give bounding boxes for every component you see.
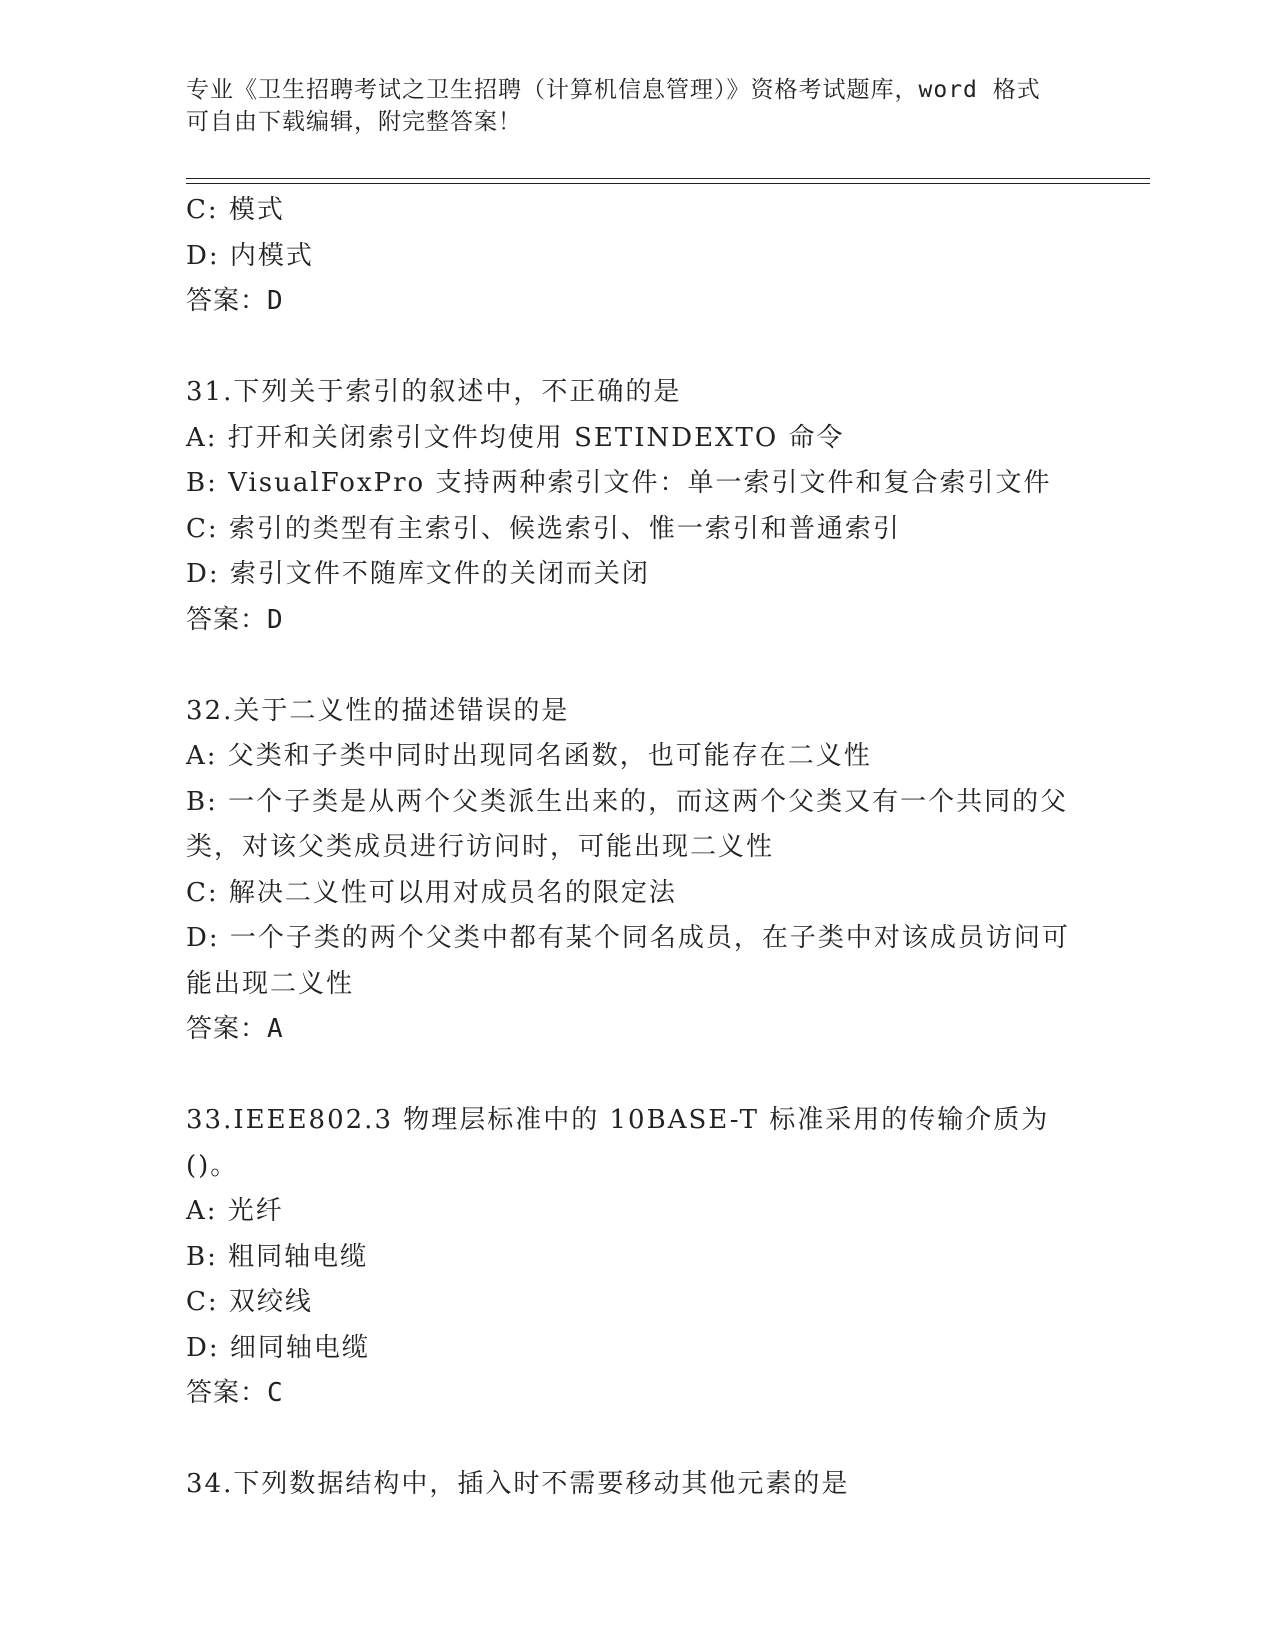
- answer: 答案：D: [186, 604, 284, 635]
- option-d: D: 内模式: [186, 240, 314, 271]
- answer: 答案：D: [186, 286, 284, 316]
- option-b: B: VisualFoxPro 支持两种索引文件：单一索引文件和复合索引文件: [186, 468, 1052, 498]
- option-c: C: 模式: [186, 195, 285, 225]
- answer: 答案：A: [186, 1014, 284, 1044]
- question-stem: 34.下列数据结构中，插入时不需要移动其他元素的是: [186, 1469, 850, 1499]
- option-b: B: 一个子类是从两个父类派生出来的，而这两个父类又有一个共同的父类，对该父类成员进行访问时，可能出现二义性: [186, 786, 1069, 862]
- option-a: A: 光纤: [186, 1196, 284, 1226]
- option-c: C: 解决二义性可以用对成员名的限定法: [186, 877, 677, 908]
- document-header: [186, 74, 1086, 138]
- question-stem: 33.IEEE802.3 物理层标准中的 10BASE-T 标准采用的传输介质为()。: [186, 1105, 1050, 1181]
- header-line-2: 可自由下载编辑，附完整答案！: [186, 109, 522, 135]
- option-c: C: 索引的类型有主索引、候选索引、惟一索引和普通索引: [186, 513, 901, 544]
- header-divider-bottom: [186, 183, 1150, 184]
- option-a: A: 父类和子类中同时出现同名函数，也可能存在二义性: [186, 741, 872, 771]
- header-divider-top: [186, 178, 1150, 179]
- option-b: B: 粗同轴电缆: [186, 1241, 369, 1272]
- option-d: D: 索引文件不随库文件的关闭而关闭: [186, 559, 650, 589]
- spacer: [186, 643, 1076, 689]
- spacer: [186, 1053, 1076, 1099]
- option-d: D: 细同轴电缆: [186, 1332, 370, 1363]
- option-a: A: 打开和关闭索引文件均使用 SETINDEXTO 命令: [186, 422, 845, 453]
- spacer: [186, 1417, 1076, 1463]
- spacer: [186, 325, 1076, 371]
- option-c: C: 双绞线: [186, 1287, 313, 1317]
- question-content: [186, 188, 1076, 1508]
- answer: 答案：C: [186, 1378, 284, 1408]
- question-stem: 31.下列关于索引的叙述中，不正确的是: [186, 377, 682, 407]
- header-line-1: 专业《卫生招聘考试之卫生招聘（计算机信息管理）》资格考试题库，word 格式: [186, 77, 1041, 103]
- option-d: D: 一个子类的两个父类中都有某个同名成员，在子类中对该成员访问可能出现二义性: [186, 923, 1070, 999]
- question-stem: 32.关于二义性的描述错误的是: [186, 695, 570, 726]
